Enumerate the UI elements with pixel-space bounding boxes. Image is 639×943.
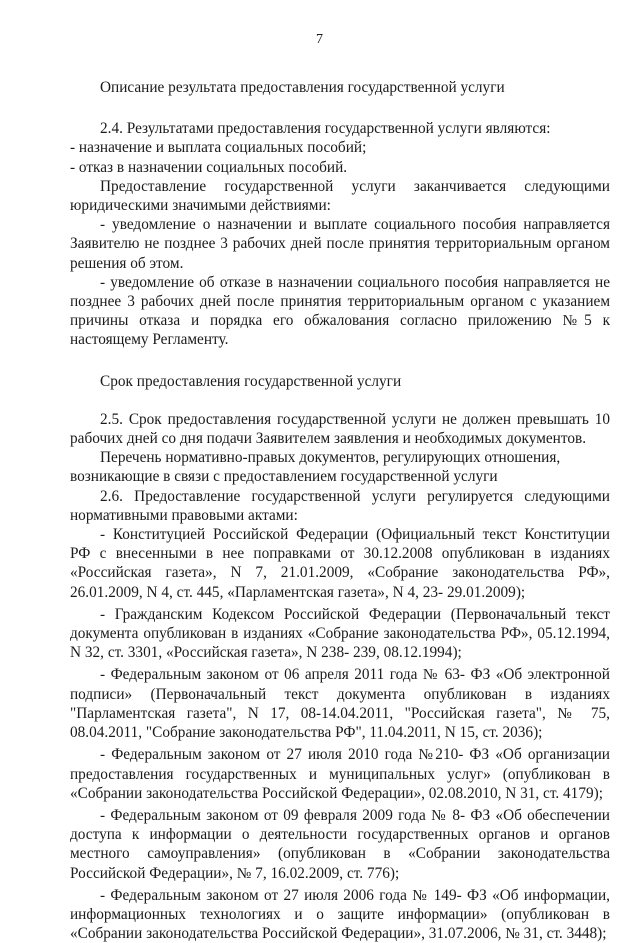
paragraph-2-4: 2.4. Результатами предоставления государственной услуги являются: — [100, 120, 551, 138]
legal-act-civil-code: - Гражданским Кодексом Российской Федерации (Первоначальный текст документа опубликован в изданиях «Собрание законодательства РФ», 05.12.1994, N 32, ст. 3301, «Российская газета», N 238- 239, 08.12.1994); — [70, 605, 610, 662]
legal-act-210-fz: - Федеральным законом от 27 июля 2010 года №210- ФЗ «Об организации предоставления государственных и муниципальных услуг» (опубликован в «Собрании законодательства Российской Федерации», 02.08.2010, N 31, ст. 4179); — [70, 746, 610, 802]
document-body — [70, 78, 610, 943]
page-number: 7 — [316, 32, 323, 47]
legal-act-63-fz: - Федеральным законом от 06 апреля 2011 года № 63- ФЗ «Об электронной подписи» (Первоначальный текст документа опубликован в изданиях "Парламентская газета", N 17, 08-14.04.2011, "Российская газета", № 75, 08.04.2011, "Собрание законодательства РФ", 11.04.2011, N 15, ст. 2036); — [70, 666, 610, 742]
list-item-refusal: - отказ в назначении социальных пособий. — [70, 158, 348, 176]
paragraph-notice-grant: - уведомление о назначении и выплате социального пособия направляется Заявителю не позднее 3 рабочих дней после принятия территориальным органом решения об этом. — [70, 216, 610, 272]
legal-act-constitution: - Конституцией Российской Федерации (Официальный текст Конституции РФ с внесенными в нее поправками от 30.12.2008 опубликован в изданиях «Российская газета», N 7, 21.01.2009, «Собрание законодательства РФ», 26.01.2009, N 4, ст. 445, «Парламентская газета», N 4, 23- 29.01.2009); — [70, 526, 610, 601]
legal-act-149-fz: - Федеральным законом от 27 июля 2006 года № 149- ФЗ «Об информации, информационных технологиях и о защите информации» (опубликован в «Собрании законодательства Российской Федерации», 31.07.2006, № 31, ст. 3448); — [70, 886, 610, 943]
paragraph-completion: Предоставление государственной услуги заканчивается следующими юридическими значимыми действиями: — [70, 177, 610, 215]
legal-act-8-fz: - Федеральным законом от 09 февраля 2009 года № 8- ФЗ «Об обеспечении доступа к информации о деятельности государственных органов и органов местного самоуправления» (опубликован в «Собрании законодательства Российской Федерации», № 7, 16.02.2009, ст. 776); — [70, 806, 610, 882]
paragraph-2-6: 2.6. Предоставление государственной услуги регулируется следующими нормативными правовыми актами: — [70, 487, 610, 524]
paragraph-2-5: 2.5. Срок предоставления государственной услуги не должен превышать 10 рабочих дней со дня подачи Заявителем заявления и необходимых документов. — [70, 410, 610, 448]
paragraph-notice-refusal: - уведомление об отказе в назначении социального пособия направляется не позднее 3 рабочих дней после принятия территориальным органом с указанием причины отказа и порядка его обжалования согласно приложению №5 к настоящему Регламенту. — [70, 273, 610, 349]
paragraph-legal-list-heading: Перечень нормативно-правых документов, регулирующих отношения, возникающие в связи с предоставлением государственной услуги — [70, 449, 561, 486]
section-heading-term: Срок предоставления государственной услуги — [100, 372, 402, 390]
section-heading-result: Описание результата предоставления государственной услуги — [100, 79, 505, 96]
list-item-grant: - назначение и выплата социальных пособий; — [70, 139, 367, 157]
